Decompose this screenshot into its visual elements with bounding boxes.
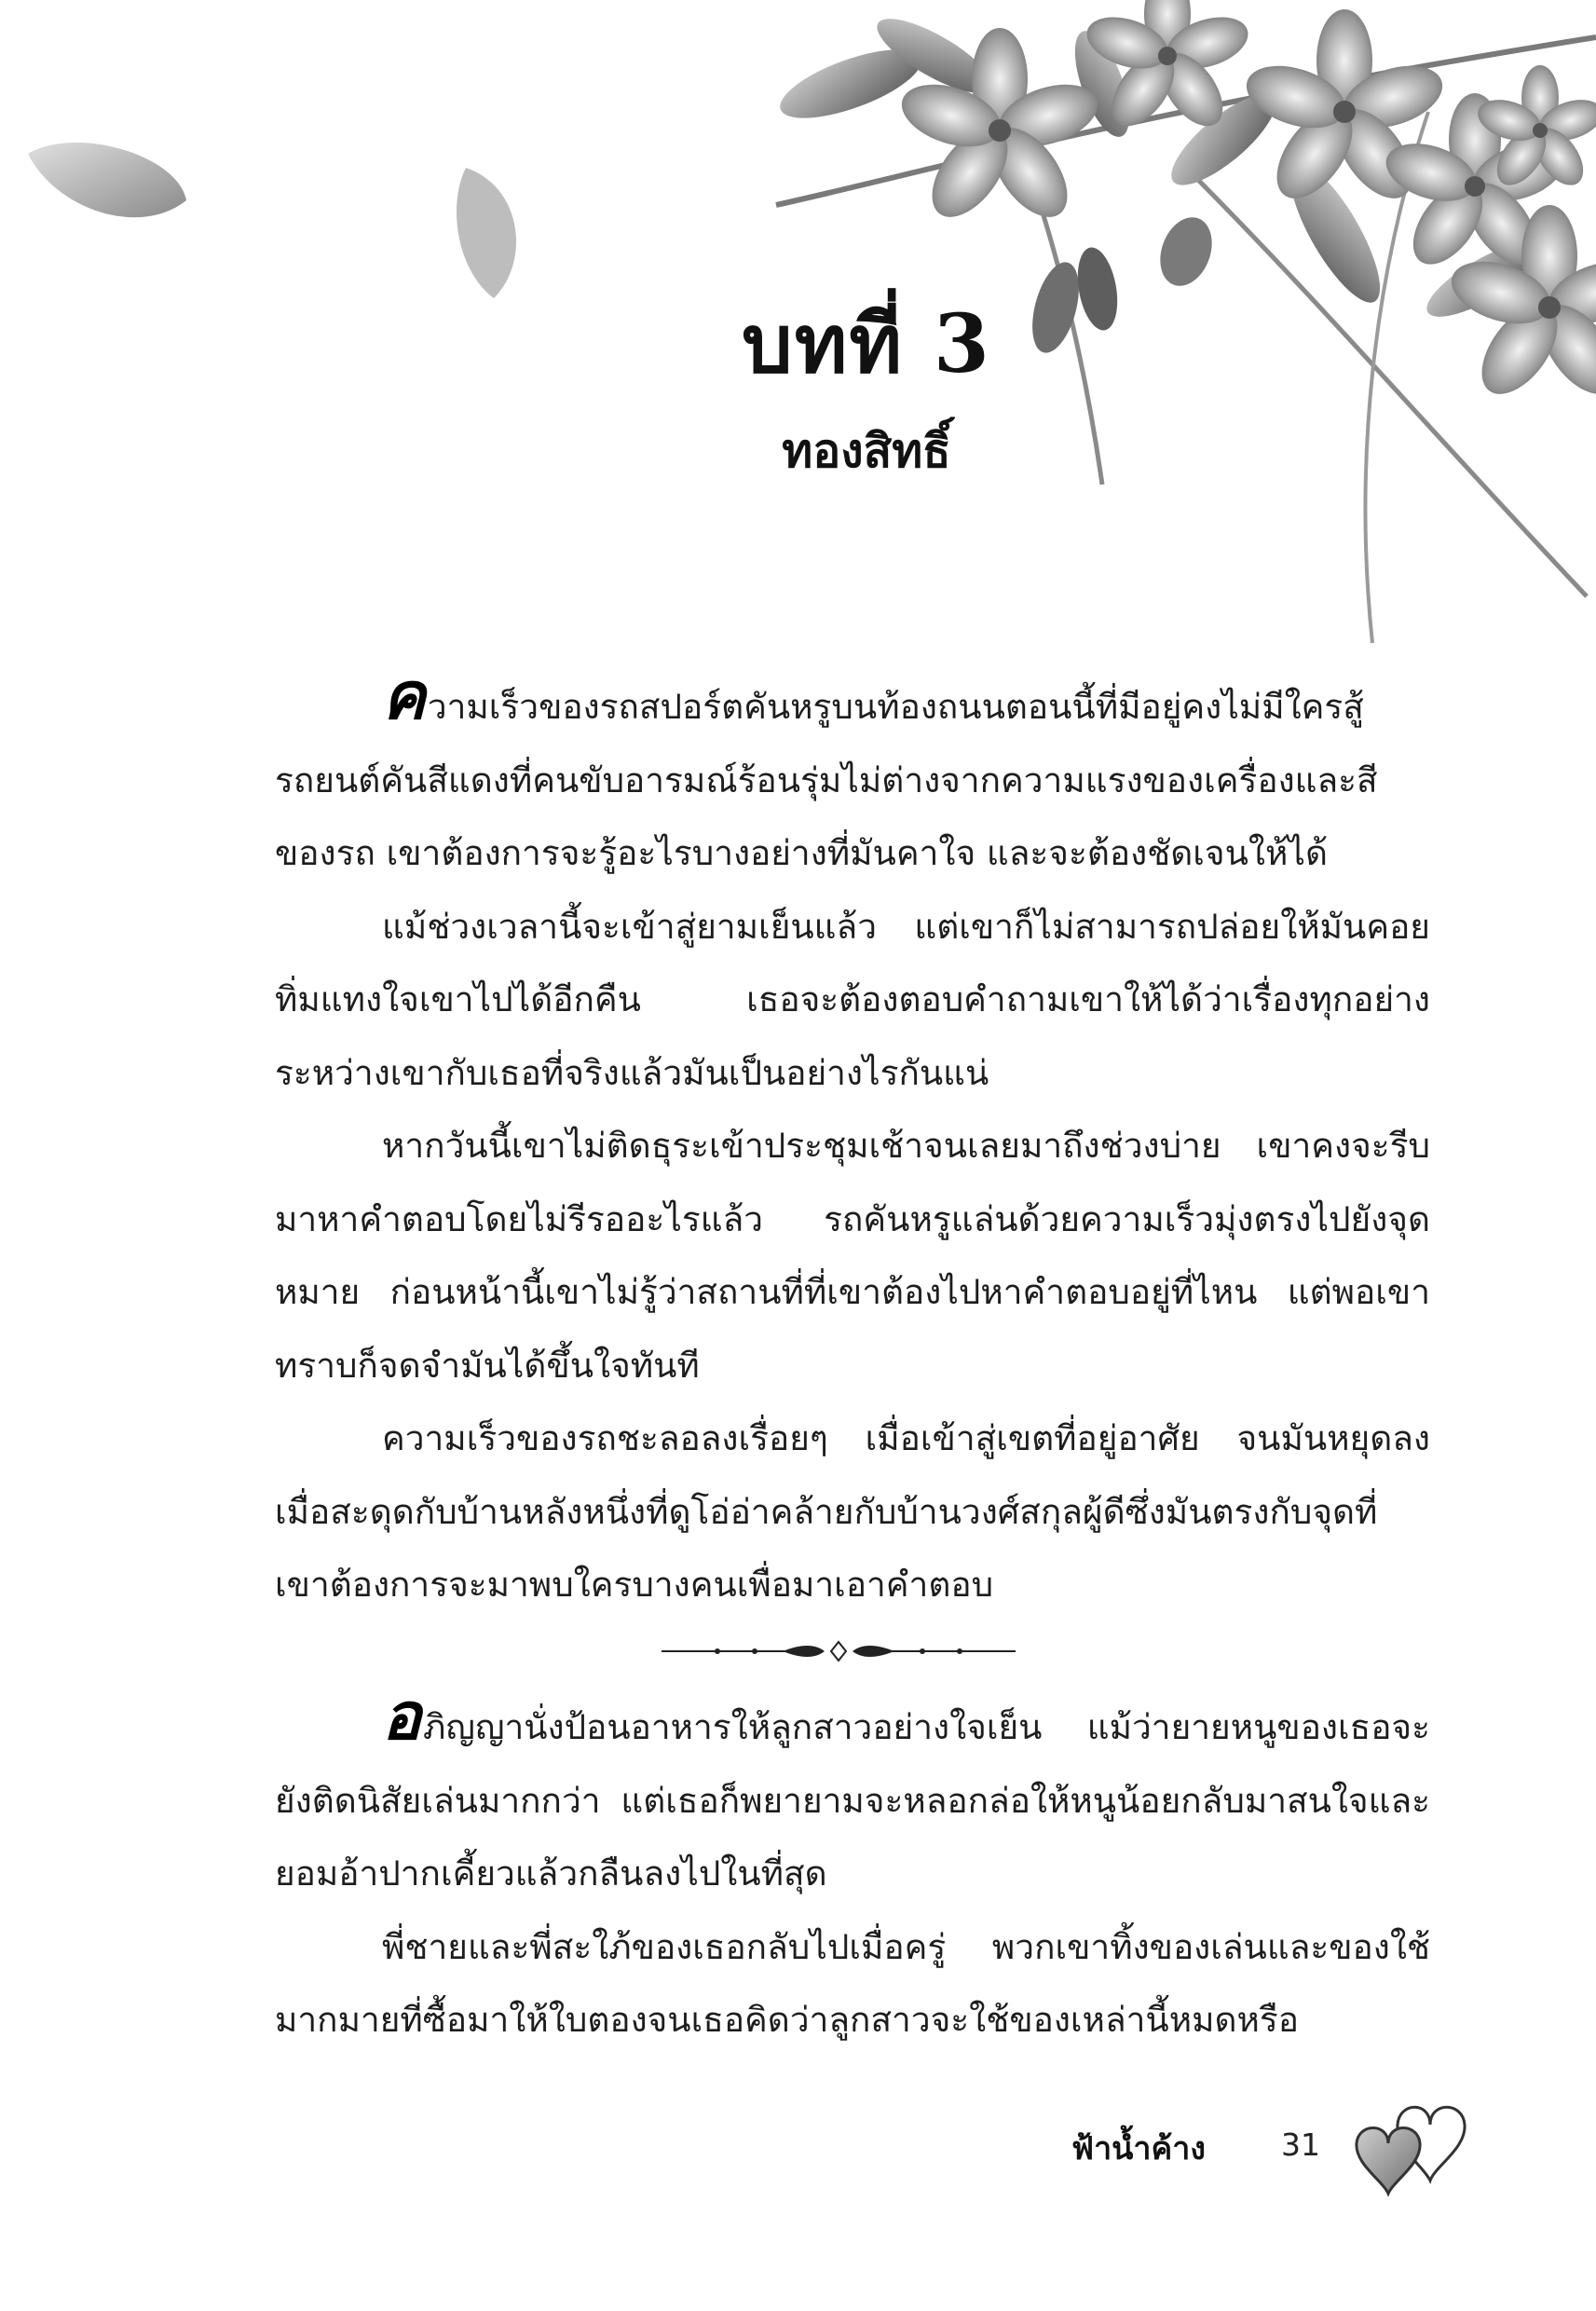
paragraph: แม้ช่วงเวลานี้จะเข้าสู่ยามเย็นแล้ว แต่เขาก็ไม่สามารถปล่อยให้มันคอยทิ่มแทงใจเขาไปได้อีกคืน เธอจะต้องตอบคำถามเขาให้ได้ว่าเรื่องทุกอย่างระหว่างเขากับเธอที่จริงแล้วมันเป็นอย่างไรกันแน่ xyxy=(275,906,1430,1093)
paragraph: ความเร็วของรถชะลอลงเรื่อยๆ เมื่อเข้าสู่เขตที่อยู่อาศัย จนมันหยุดลงเมื่อสะดุดกับบ้านหลังหนึ่งที่ดูโอ่อ่าคล้ายกับบ้านวงศ์สกุลผู้ดีซึ่งมันตรงกับจุดที่เขาต้องการจะมาพบใครบางคนเพื่อมาเอาคำตอบ xyxy=(275,1418,1430,1605)
chapter-subtitle: ทองสิทธิ์ xyxy=(782,423,951,478)
drop-cap: อ xyxy=(382,1678,422,1755)
page-number: 31 xyxy=(1281,2126,1320,2163)
paragraph: หากวันนี้เขาไม่ติดธุระเข้าประชุมเช้าจนเลยมาถึงช่วงบ่าย เขาคงจะรีบมาหาคำตอบโดยไม่รีรออะไรแล้ว รถคันหรูแล่นด้วยความเร็วมุ่งตรงไปยังจุดหมาย ก่อนหน้านี้เขาไม่รู้ว่าสถานที่ที่เขาต้องไปหาคำตอบอยู่ที่ไหน แต่พอเขาทราบก็จดจำมันได้ขึ้นใจทันที xyxy=(275,1126,1430,1386)
section-2-text xyxy=(275,1678,1430,2058)
paragraph-text: ภิญญานั่งป้อนอาหารให้ลูกสาวอย่างใจเย็น แม้ว่ายายหนูของเธอจะยังติดนิสัยเล่นมากกว่า แต่เธอก็พยายามจะหลอกล่อให้หนูน้อยกลับมาสนใจและยอมอ้าปากเคี้ยวแล้วกลืนลงไปในที่สุด xyxy=(275,1707,1430,1894)
section-1-text xyxy=(275,658,1430,1622)
paragraph-text: วามเร็วของรถสปอร์ตคันหรูบนท้องถนนตอนนี้ที่มีอยู่คงไม่มีใครสู้รถยนต์คันสีแดงที่คนขับอารมณ์ร้อนรุ่มไม่ต่างจากความแรงของเครื่องและสีของรถ เขาต้องการจะรู้อะไรบางอย่างที่มันคาใจ และจะต้องชัดเจนให้ได้ xyxy=(275,687,1378,873)
paragraph xyxy=(275,1678,1430,1911)
petal-icon xyxy=(19,135,205,247)
ornamental-divider-icon xyxy=(652,1640,1025,1662)
double-heart-icon xyxy=(1342,2087,1472,2199)
chapter-title: บทที่ 3 xyxy=(742,297,991,391)
petal-icon xyxy=(447,158,531,308)
drop-cap: ค xyxy=(382,658,426,734)
paragraph xyxy=(275,658,1430,891)
paragraph: พี่ชายและพี่สะใภ้ของเธอกลับไปเมื่อครู่ พวกเขาทิ้งของเล่นและของใช้มากมายที่ซื้อมาให้ใบตองจนเธอคิดว่าลูกสาวจะใช้ของเหล่านี้หมดหรือ xyxy=(275,1926,1430,2040)
running-footer-title: ฟ้าน้ำค้าง xyxy=(1071,2130,1206,2167)
